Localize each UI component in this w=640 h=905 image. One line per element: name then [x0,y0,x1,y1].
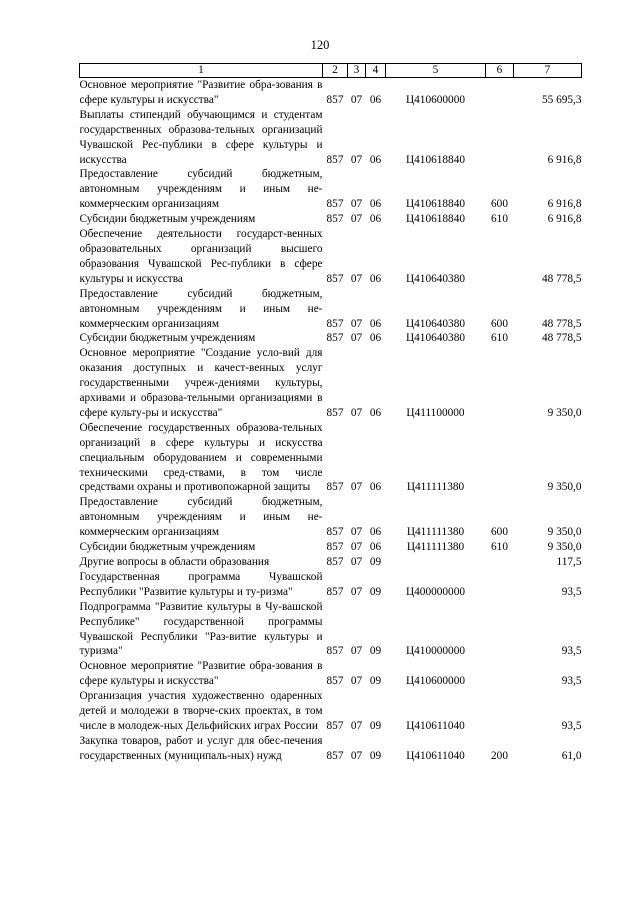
row-expense-type: 610 [491,332,508,345]
row-ved: 857 [326,749,344,762]
row-subsection: 09 [369,556,382,568]
row-amount: 6 916,8 [547,198,582,211]
table-row [80,734,582,764]
row-ved: 857 [326,645,344,658]
row-name: Субсидии бюджетным учреждениям [79,332,256,345]
row-expense-type [486,659,514,689]
row-section: 07 [350,272,363,285]
row-amount: 9 350,0 [547,406,582,419]
row-target-article: Ц410611040 [406,719,465,732]
row-section: 07 [350,526,363,539]
row-ved: 857 [326,719,344,732]
row-expense-type: 600 [491,198,508,211]
table-row [80,212,582,227]
row-section: 07 [350,213,363,226]
row-name: Обеспечение деятельности государст-венных образовательных организаций высшего образования Чувашской Рес-публики в сфере культуры и искусства [79,228,323,285]
row-section: 07 [350,675,363,688]
row-name: Организация участия художественно одаренных детей и молодежи в творче-ских проектах, в том числе в молодеж-ных Дельфийских играх России [79,690,323,732]
row-section: 07 [350,153,363,166]
row-ved: 857 [326,153,344,166]
row-subsection: 06 [369,317,382,330]
row-target-article: Ц410640380 [406,317,465,330]
row-target-article: Ц400000000 [406,585,465,598]
row-amount: 6 916,8 [547,213,582,226]
row-amount: 117,5 [556,556,582,568]
table-row [80,331,582,346]
row-expense-type [486,108,514,168]
row-name: Предоставление субсидий бюджетным, автономным учреждениям и иным не-коммерческим организациям [79,496,323,539]
row-name: Другие вопросы в области образования [79,556,270,568]
row-amount: 93,5 [561,675,582,688]
table-row [80,227,582,287]
table-row [80,600,582,660]
row-subsection: 09 [369,719,382,732]
table-row [80,167,582,212]
row-ved: 857 [326,93,344,106]
row-expense-type [486,421,514,496]
table-row [80,108,582,168]
row-target-article: Ц410640380 [406,332,465,345]
row-amount: 6 916,8 [547,153,582,166]
table-row [80,78,582,108]
row-section: 07 [350,93,363,106]
row-section: 07 [350,541,363,554]
row-subsection: 06 [369,93,382,106]
row-ved: 857 [326,556,344,568]
table-row [80,287,582,332]
row-name: Основное мероприятие "Развитие обра-зования в сфере культуры и искусства" [79,79,323,106]
row-section: 07 [350,317,363,330]
row-amount: 48 778,5 [541,317,582,330]
row-amount: 48 778,5 [541,272,582,285]
row-expense-type: 200 [491,749,508,762]
row-subsection: 06 [369,332,382,345]
row-section: 07 [350,332,363,345]
row-ved: 857 [326,272,344,285]
row-target-article: Ц411111380 [406,526,465,539]
row-ved: 857 [326,675,344,688]
table-row [80,689,582,734]
row-ved: 857 [326,213,344,226]
header-col-2: 2 [323,64,348,78]
table-row [80,495,582,540]
row-name: Подпрограмма "Развитие культуры в Чу-вашской Республике" государственной программы Чувашской Республики "Раз-витие культуры и туризма" [79,600,323,658]
row-name: Государственная программа Чувашской Республики "Развитие культуры и ту-ризма" [79,570,323,598]
header-col-3: 3 [348,64,366,78]
row-target-article: Ц410618840 [406,153,465,166]
row-target-article: Ц410611040 [406,749,465,762]
row-subsection: 06 [369,526,382,539]
row-expense-type [486,689,514,734]
row-subsection: 06 [369,406,382,419]
row-target-article: Ц411100000 [406,406,465,419]
row-amount: 93,5 [561,719,582,732]
row-name: Предоставление субсидий бюджетным, автономным учреждениям и иным не-коммерческим организациям [79,287,323,330]
row-amount: 61,0 [561,749,582,762]
row-target-article: Ц410000000 [406,645,465,658]
row-section: 07 [350,481,363,494]
row-subsection: 09 [369,585,382,598]
row-section: 07 [350,645,363,658]
row-target-article: Ц410600000 [406,93,465,106]
header-col-1: 1 [80,64,323,78]
row-target-article: Ц411111380 [406,541,465,554]
row-target-article: Ц410618840 [406,213,465,226]
row-subsection: 06 [369,198,382,211]
row-subsection: 06 [369,272,382,285]
table-row [80,421,582,496]
row-subsection: 09 [369,749,382,762]
row-ved: 857 [326,332,344,345]
row-ved: 857 [326,198,344,211]
row-section: 07 [350,749,363,762]
table-row [80,555,582,570]
row-subsection: 06 [369,153,382,166]
header-col-6: 6 [486,64,514,78]
row-name: Основное мероприятие "Развитие обра-зования в сфере культуры и искусства" [79,660,323,688]
row-name: Предоставление субсидий бюджетным, автономным учреждениям и иным не-коммерческим организациям [79,168,323,211]
row-section: 07 [350,406,363,419]
table-row [80,540,582,555]
row-amount: 48 778,5 [541,332,582,345]
row-section: 07 [350,556,363,568]
row-ved: 857 [326,317,344,330]
row-amount: 9 350,0 [547,526,582,539]
row-name: Основное мероприятие "Создание усло-вий для оказания доступных и качест-венных услуг государственными учреж-дениями культуры, архивами и образова-тельными организациями в сфере культу-ры и искусства" [79,347,323,419]
row-section: 07 [350,585,363,598]
row-amount: 93,5 [561,645,582,658]
row-name: Выплаты стипендий обучающимся и студентам государственных образова-тельных организаций Чувашской Рес-публики в сфере культуры и искусства [79,108,323,166]
budget-table [79,63,582,764]
row-ved: 857 [326,541,344,554]
row-ved: 857 [326,526,344,539]
row-expense-type [486,570,514,600]
header-col-7: 7 [514,64,582,78]
table-row [80,346,582,421]
row-expense-type [486,227,514,287]
row-section: 07 [350,719,363,732]
row-subsection: 06 [369,213,382,226]
row-ved: 857 [326,481,344,494]
row-expense-type: 610 [491,213,508,226]
row-expense-type [486,78,514,108]
page-number: 120 [310,38,330,52]
header-col-5: 5 [386,64,486,78]
table-body [80,78,582,764]
row-ved: 857 [326,406,344,419]
row-amount: 55 695,3 [541,93,582,106]
table-row [80,570,582,600]
row-expense-type [486,555,514,570]
row-target-article: Ц411111380 [406,481,465,494]
row-name: Закупка товаров, работ и услуг для обес-печения государственных (муниципаль-ных) нужд [79,734,323,762]
row-subsection: 09 [369,645,382,658]
row-section: 07 [350,198,363,211]
row-name: Субсидии бюджетным учреждениям [79,541,256,554]
row-expense-type [486,600,514,660]
row-amount: 9 350,0 [547,481,582,494]
row-target-article: Ц410640380 [406,272,465,285]
row-name: Обеспечение государственных образова-тельных организаций в сфере культуры и искусства специальным оборудованием и современными техническими сред-ствами, в том числе средствами охраны и противопожарной защиты [79,421,323,494]
table-header-row [80,64,582,78]
row-expense-type: 600 [491,317,508,330]
row-target-article: Ц410618840 [406,198,465,211]
row-subsection: 06 [369,481,382,494]
row-ved: 857 [326,585,344,598]
row-subsection: 09 [369,675,382,688]
row-name: Субсидии бюджетным учреждениям [79,213,256,226]
row-expense-type: 610 [491,541,508,554]
row-amount: 93,5 [561,585,582,598]
header-col-4: 4 [366,64,386,78]
row-amount: 9 350,0 [547,541,582,554]
row-target-article [386,555,486,570]
row-expense-type [486,346,514,421]
row-expense-type: 600 [491,526,508,539]
table-row [80,659,582,689]
row-target-article: Ц410600000 [406,675,465,688]
row-subsection: 06 [369,541,382,554]
